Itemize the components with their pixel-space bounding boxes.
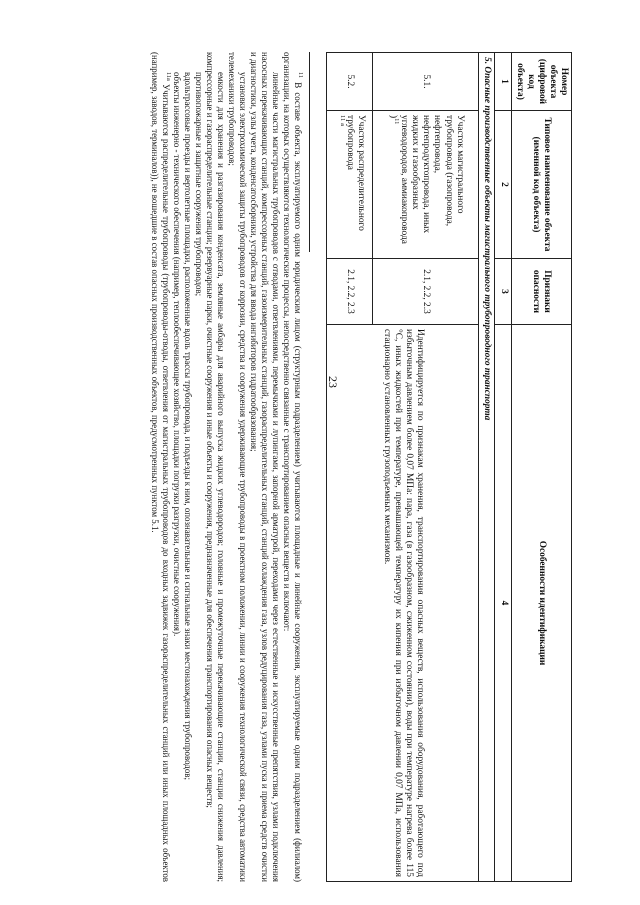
object-name-cell [373, 111, 479, 259]
header-object-number: Номер объекта (цифровой код объекта) [511, 53, 571, 111]
column-number: 3 [495, 259, 511, 325]
header-object-name: Типовое наименование объекта (именной код объекта) [511, 111, 571, 259]
footnote-paragraph: противопожарные и защитные сооружения трубопроводов; [193, 72, 204, 297]
identification-table [326, 52, 572, 882]
footnotes [149, 52, 303, 882]
footnote-mark: 11 [296, 72, 304, 78]
object-name-cell [327, 111, 373, 259]
footnote-ref: 11 [393, 118, 401, 125]
page-number: 23 [326, 376, 340, 388]
header-hazard-signs: Признаки опасности [511, 259, 571, 325]
section-title: 5. Опасные производственные объекты магистрального трубопроводного транспорта [479, 53, 495, 882]
column-number: 4 [495, 325, 511, 882]
object-name: Участок магистрального трубопровода (газопровода, нефтепровода, нефтепродуктопровода, иных жидких и газообразных углеводородов, аммиакопровода ) [388, 115, 465, 244]
object-code: 5.1. [373, 53, 479, 111]
footnote-paragraph: объекты инженерно - технического обеспечения (например, теплообеспечивающее хозяйство, площадки погрузки разгрузки, очистные сооружения). [171, 72, 182, 637]
footnote-paragraph: установки электрохимической защиты трубопроводов от коррозии, средства и сооружения удерживающие трубопроводы в проектном положении, линии и сооружения технологической связи, средства автоматики телемеханики трубопроводов; [226, 52, 248, 882]
footnote-paragraph: линейные части магистральных трубопроводов с отводами, ответвлениями, перемычками и лупингами, запорной арматурой, переходами через естественные и искусственные препятствия, узлами подключения насосных перекачивающих станций, компрессорных станций, газоизмерительных станций, газораспределительных станций, станций охлаждения газа, узлов редуцирования газа, узлами пуска и приема средств очистки и диагностики, узлы учета, конденсатосборники, устройства для ввода ингибиторов гидратообразования; [248, 52, 281, 882]
hazard-signs: 2.1, 2.2, 2.3 [373, 259, 479, 325]
header-identification-features: Особенности идентификации [511, 325, 571, 882]
footnote-11 [281, 52, 303, 882]
column-number: 2 [495, 111, 511, 259]
footnote-text: В составе объекта, эксплуатируемого одним юридическим лицом (структурным подразделением) учитываются площадные и линейные сооружения, эксплуатируемые одним подразделением (филиалом) организации, на которых осуществляются технологические процессы, непосредственно связанные с транспортированием опасных веществ и включают: [281, 52, 303, 882]
footnote-paragraph: вдольтрассовые проезды и вертолетные площадки, расположенные вдоль трассы трубопровода, и подъезды к ним, опознавательные и сигнальные знаки местонахождения трубопроводов; [182, 72, 193, 780]
object-code: 5.2. [327, 53, 373, 111]
section-title-row [479, 53, 495, 882]
footnote-text: Учитываются распределительные трубопроводы (трубопроводы-отводы, ответвления от магистральных трубопроводов до входных задвижек газораспределительных станций или иных площадных объектов (например, заводов, терминалов)), не вошедшие в состав опасных производственных объектов, предусмотренных пунктом 5.1. [149, 52, 171, 882]
footnote-11a [149, 52, 171, 882]
table-row [373, 53, 479, 882]
object-name: Участок распределительного трубопровода [345, 115, 367, 231]
table-header-row [511, 53, 571, 882]
hazard-signs: 2.1, 2.2, 2.3 [327, 259, 373, 325]
footnote-ref: 11 а [339, 115, 347, 126]
footnote-separator [309, 52, 310, 252]
column-number-row [495, 53, 511, 882]
rotated-page-content [20, 22, 580, 882]
footnote-mark: 11а [164, 72, 172, 81]
column-number: 1 [495, 53, 511, 111]
identification-features: Идентифицируется по признакам хранения, транспортирования опасных веществ, использования оборудования, работающего под избыточным давлением более 0,07 МПа: пара, газа (в газообразном, сжиженном состоянии), воды при температуре нагрева более 115 °С, иных жидкостей при температуре, превышающей температуру их кипения при избыточном давлении 0,07 МПа, использования стационарно установленных грузоподъемных механизмов. [327, 325, 479, 882]
footnote-paragraph: емкости для хранения и разгазирования конденсата, земляные амбары для аварийного выпуска жидких углеводородов; головные и промежуточные перекачивающие станции, станции снижения давления; компрессорные и газораспределительные станции; резервуарные парки, очистные сооружения и иные объекты и сооружения, предназначенные для обеспечения транспортирования опасных веществ; [204, 52, 226, 882]
